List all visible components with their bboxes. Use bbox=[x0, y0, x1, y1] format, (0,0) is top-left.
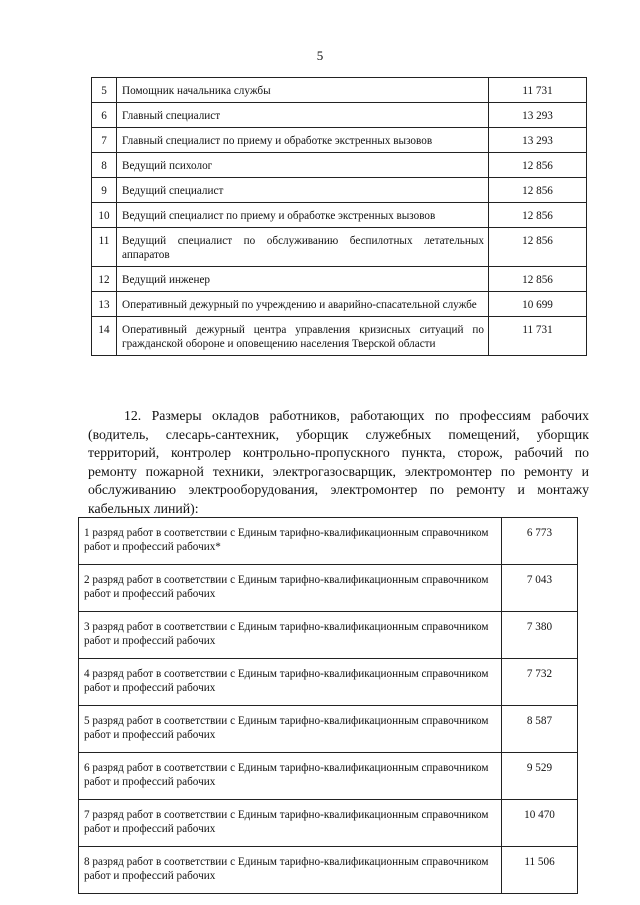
salary-value: 12 856 bbox=[489, 153, 587, 178]
table-row bbox=[92, 178, 587, 203]
position-name: Ведущий инженер bbox=[117, 267, 489, 292]
salary-value: 6 773 bbox=[502, 518, 578, 565]
table-row bbox=[79, 565, 578, 612]
position-name: Ведущий специалист по приему и обработке экстренных вызовов bbox=[117, 203, 489, 228]
salary-value: 8 587 bbox=[502, 706, 578, 753]
position-name: Ведущий специалист bbox=[117, 178, 489, 203]
salary-value: 13 293 bbox=[489, 128, 587, 153]
table-row bbox=[79, 800, 578, 847]
salary-value: 7 043 bbox=[502, 565, 578, 612]
row-number: 12 bbox=[92, 267, 117, 292]
row-number: 7 bbox=[92, 128, 117, 153]
salary-value: 12 856 bbox=[489, 267, 587, 292]
table-row bbox=[92, 128, 587, 153]
grade-name: 3 разряд работ в соответствии с Единым тарифно-квалификационным справочником работ и профессий рабочих bbox=[79, 612, 502, 659]
salary-value: 10 699 bbox=[489, 292, 587, 317]
table-row bbox=[79, 847, 578, 894]
position-name: Оперативный дежурный по учреждению и аварийно-спасательной службе bbox=[117, 292, 489, 317]
table-row bbox=[92, 267, 587, 292]
grade-name: 8 разряд работ в соответствии с Единым тарифно-квалификационным справочником работ и профессий рабочих bbox=[79, 847, 502, 894]
position-name: Ведущий психолог bbox=[117, 153, 489, 178]
grade-name: 6 разряд работ в соответствии с Единым тарифно-квалификационным справочником работ и профессий рабочих bbox=[79, 753, 502, 800]
salary-value: 10 470 bbox=[502, 800, 578, 847]
table-row bbox=[92, 103, 587, 128]
salary-value: 7 380 bbox=[502, 612, 578, 659]
positions-salary-table bbox=[91, 77, 587, 356]
table-row bbox=[92, 78, 587, 103]
position-name: Помощник начальника службы bbox=[117, 78, 489, 103]
table-row bbox=[79, 753, 578, 800]
salary-value: 11 731 bbox=[489, 317, 587, 356]
table-row bbox=[79, 659, 578, 706]
salary-value: 7 732 bbox=[502, 659, 578, 706]
table-row bbox=[92, 203, 587, 228]
salary-value: 11 506 bbox=[502, 847, 578, 894]
grade-name: 5 разряд работ в соответствии с Единым тарифно-квалификационным справочником работ и профессий рабочих bbox=[79, 706, 502, 753]
row-number: 14 bbox=[92, 317, 117, 356]
table-row bbox=[92, 292, 587, 317]
table-row bbox=[79, 518, 578, 565]
grade-name: 1 разряд работ в соответствии с Единым тарифно-квалификационным справочником работ и профессий рабочих* bbox=[79, 518, 502, 565]
worker-grades-salary-table bbox=[78, 517, 578, 894]
position-name: Оперативный дежурный центра управления кризисных ситуаций по гражданской обороне и оповещению населения Тверской области bbox=[117, 317, 489, 356]
paragraph-text: 12. Размеры окладов работников, работающих по профессиям рабочих (водитель, слесарь-сантехник, уборщик служебных помещений, уборщик территорий, контролер контрольно-пропускного пункта, сторож, рабочий по ремонту пожарной техники, электрогазосварщик, электромонтер по ремонту и обслуживанию электрооборудования, электромонтер по ремонту и монтажу кабельных линий): bbox=[88, 408, 589, 516]
salary-value: 13 293 bbox=[489, 103, 587, 128]
row-number: 8 bbox=[92, 153, 117, 178]
salary-value: 11 731 bbox=[489, 78, 587, 103]
position-name: Ведущий специалист по обслуживанию беспилотных летательных аппаратов bbox=[117, 228, 489, 267]
section-12-paragraph bbox=[88, 407, 589, 519]
table-row bbox=[92, 317, 587, 356]
grade-name: 7 разряд работ в соответствии с Единым тарифно-квалификационным справочником работ и профессий рабочих bbox=[79, 800, 502, 847]
table-row bbox=[79, 706, 578, 753]
salary-value: 12 856 bbox=[489, 178, 587, 203]
row-number: 6 bbox=[92, 103, 117, 128]
table-row bbox=[92, 153, 587, 178]
row-number: 5 bbox=[92, 78, 117, 103]
grade-name: 4 разряд работ в соответствии с Единым тарифно-квалификационным справочником работ и профессий рабочих bbox=[79, 659, 502, 706]
salary-value: 12 856 bbox=[489, 203, 587, 228]
salary-value: 12 856 bbox=[489, 228, 587, 267]
row-number: 11 bbox=[92, 228, 117, 267]
table-row bbox=[79, 612, 578, 659]
grade-name: 2 разряд работ в соответствии с Единым тарифно-квалификационным справочником работ и профессий рабочих bbox=[79, 565, 502, 612]
salary-value: 9 529 bbox=[502, 753, 578, 800]
page-number: 5 bbox=[316, 48, 324, 63]
table-row bbox=[92, 228, 587, 267]
position-name: Главный специалист по приему и обработке экстренных вызовов bbox=[117, 128, 489, 153]
row-number: 9 bbox=[92, 178, 117, 203]
row-number: 10 bbox=[92, 203, 117, 228]
position-name: Главный специалист bbox=[117, 103, 489, 128]
row-number: 13 bbox=[92, 292, 117, 317]
